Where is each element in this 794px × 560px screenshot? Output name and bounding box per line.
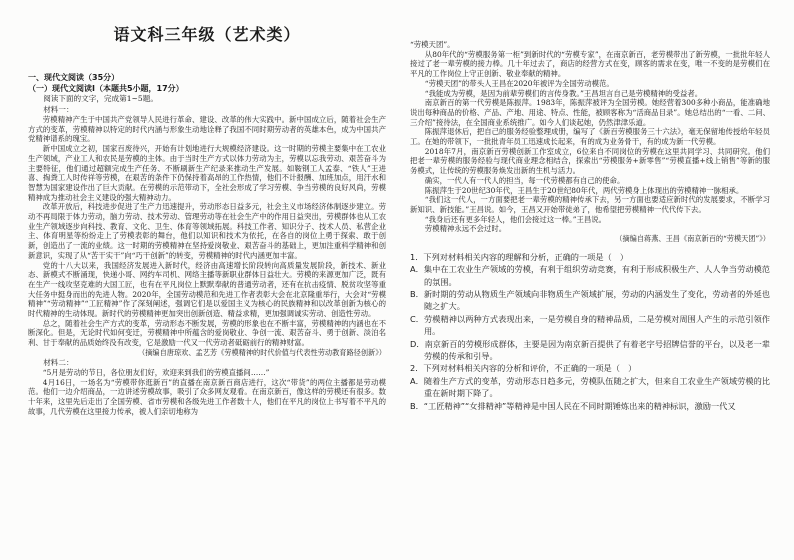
material2-source: （摘编自蒋燕、王昌《南京新百的“劳模天团”》）	[615, 234, 770, 244]
material2-paragraph: 陈振萍退休后，把自己的服务经验整理成册，编写了《新百劳模服务三十六法》，毫无保留地传授给年轻员工。在她的带领下，一批批青年员工迅速成长起来，有的成为业务骨干，有的成为新一代劳模。	[410, 127, 770, 147]
left-column	[28, 72, 386, 417]
page-title: 语文科三年级（艺术类）	[113, 25, 301, 44]
material2-paragraph: 劳模精神永远不会过时。	[424, 224, 507, 234]
reading-instruction: 阅读下面的文字，完成第1~5题。	[43, 94, 158, 103]
question-option: B．新时期的劳动从物质生产领域向非物质生产领域扩展，劳动的内涵发生了变化，劳动者的外延也随之扩大。	[410, 288, 770, 312]
question-stem: 2．下列对材料相关内容的分析和评价，不正确的一项是（ ）	[410, 363, 637, 374]
material2-paragraph: “劳模天团”。	[410, 40, 455, 49]
question-option: B．“工匠精神”“女排精神”等精神是中国人民在不同时期锤炼出来的精神标识，激励一代又	[410, 400, 736, 411]
question-option: D．南京新百的劳模形成群体，主要是因为南京新百提供了有着老字号招牌信誉的平台，以及老一辈劳模的传承和引导。	[410, 338, 770, 362]
material2-paragraph: “我能成为劳模，是因为前辈劳模们的言传身教。”王昌坦言自己是劳模精神的受益者。	[424, 88, 703, 98]
section-heading: 一、现代文阅读（35分）	[28, 73, 120, 82]
material1-paragraph: 改革开放后，科技进步促进了生产力迅速提升，劳动形态日益多元，社会主义市场经济体制逐步建立。劳动不再局限于体力劳动，脑力劳动、技术劳动、管理劳动等在社会生产中的作用日益突出，劳模群体也从工农业生产领域逐步向科技、教育、文化、卫生、体育等领域拓展。科技工作者、知识分子、技术人员、私营企业主、体育明星等纷纷走上了劳模表彰的舞台，他们以知识和技术为依托，在各自的岗位上勇于探索、敢于创新，创造出了一流的业绩。这一时期的劳模精神在坚持爱岗敬业、艰苦奋斗的基础上，更加注重科学精神和创新意识，实现了从“苦干实干”向“巧干创新”的转变，劳模精神的时代内涵更加丰富。	[28, 202, 386, 260]
section-subheading: （一）现代文阅读Ⅰ（本题共5小题，17分）	[28, 84, 184, 93]
question-option: C．劳模精神以两种方式表现出来，一是劳模自身的精神品质，二是劳模对周围人产生的示范引领作用。	[410, 313, 770, 337]
material2-paragraph: 从80年代的“劳模服务第一柜”到新时代的“劳模专家”，在南京新百，老劳模带出了新劳模，一批批年轻人接过了老一辈劳模的接力棒。几十年过去了，商店的经营方式在变，顾客的需求在变，唯一不变的是劳模们在平凡的工作岗位上守正创新、敬业奉献的精神。	[410, 49, 770, 79]
right-column	[410, 40, 770, 412]
material2-paragraph: “5月是劳动的节日，各位朋友们好，欢迎来到我们的劳模直播间……”	[42, 368, 270, 378]
material2-paragraph: “我身后还有更多年轻人，他们会接过这一棒。”王昌说。	[424, 214, 607, 224]
material2-paragraph: “劳模天团”的带头人王昌在2020年被评为全国劳动模范。	[424, 78, 614, 88]
material1-paragraph: 劳模精神产生于中国共产党领导人民进行革命、建设、改革的伟大实践中。新中国成立后，随着社会生产方式的变革，劳模精神以特定的时代内涵与形象生动地诠释了我国不同时期劳动者的英雄本色，成为中国共产党精神谱系的瑰宝。	[28, 115, 386, 144]
material1-paragraph: 党的十八大以来，我国经济发展进入新时代，经济由高速增长阶段转向高质量发展阶段，新技术、新业态、新模式不断涌现，快递小哥、网约车司机、网络主播等新职业群体日益壮大。劳模的来源更加广泛，既有在生产一线攻坚克难的大国工匠，也有在平凡岗位上默默奉献的普通劳动者，还有在抗击疫情、脱贫攻坚等重大任务中挺身而出的先进人物。2020年，全国劳动模范和先进工作者表彰大会在北京隆重举行，大会对“劳模精神”“劳动精神”“工匠精神”作了深刻阐述，强调它们是以爱国主义为核心的民族精神和以改革创新为核心的时代精神的生动体现。新时代的劳模精神更加突出创新创造、精益求精，更加强调诚实劳动、创造性劳动。	[28, 260, 386, 319]
questions	[410, 251, 770, 412]
material2-paragraph: 4月16日，一场名为“劳模带你逛新百”的直播在南京新百商店进行，这次“带货”的两位主播都是劳动模范。他们一边介绍商品，一边讲述劳模故事，吸引了众多网友观看。在南京新百，像这样的劳模还有很多。数十年来，这里先后走出了全国劳模、省市劳模和各级先进工作者数十人，他们在平凡的岗位上书写着不平凡的故事，几代劳模在这里接力传承，被人们亲切地称为	[28, 377, 386, 416]
material2-paragraph: 2018年7月，南京新百劳模创新工作室成立，6位来自不同岗位的劳模在这里共同学习、共同研究。他们把老一辈劳模的服务经验与现代商业理念相结合，探索出“劳模服务+新零售”“劳模直播+线上销售”等新的服务模式，让传统的劳模服务焕发出新的生机与活力。	[410, 146, 770, 176]
material1-source: （摘编自唐琼欢、孟艺芳《劳模精神的时代价值与代表性劳动教育路径创新》）	[138, 347, 386, 357]
question-option: A．集中在工农业生产领域的劳模，有利于组织劳动竞赛，有利于形成积极生产、人人争当劳动模范的氛围。	[410, 264, 770, 287]
material1-paragraph: 新中国成立之初，国家百废待兴，开始有计划地进行大规模经济建设。这一时期的劳模主要集中在工农业生产领域，产业工人和农民是劳模的主体。由于当时生产方式以体力劳动为主，劳模以忘我劳动、艰苦奋斗为主要特征，他们通过超额完成生产任务、不断刷新生产纪录来推动生产发展。如鞍钢工人孟泰、“铁人”王进喜、掏粪工人时传祥等劳模，在艰苦的条件下仍保持着高昂的工作热情，他们不计报酬、加班加点，用汗水和智慧为国家建设作出了巨大贡献。在劳模的示范带动下，全社会形成了学习劳模、争当劳模的良好风尚，劳模精神成为推动社会主义建设的强大精神动力。	[28, 144, 386, 202]
material1-paragraph: 总之，随着社会生产方式的变革，劳动形态不断发展，劳模的形象也在不断丰富，劳模精神的内涵也在不断深化。但是，无论时代如何变迁，劳模精神中所蕴含的爱岗敬业、争创一流、艰苦奋斗、勇于创新、淡泊名利、甘于奉献的品质始终没有改变，它是激励一代又一代劳动者砥砺前行的精神财富。	[28, 318, 386, 348]
material2-paragraph: 陈振萍生于20世纪30年代，王昌生于20世纪80年代，两代劳模身上体现出的劳模精神一脉相承。	[424, 185, 744, 195]
material2-label: 材料二：	[43, 357, 74, 367]
question-stem: 1．下列对材料相关内容的理解和分析，正确的一项是（ ）	[410, 251, 629, 262]
material1-label: 材料一：	[43, 104, 74, 114]
material2-paragraph: “我们这一代人，一方面要把老一辈劳模的精神传承下去，另一方面也要适应新时代的发展要求，不断学习新知识、新技能。”王昌说。如今，王昌又开始带徒弟了，他希望把劳模精神一代代传下去。	[410, 195, 770, 214]
question-option: A．随着生产方式的变革，劳动形态日趋多元，劳模队伍随之扩大，但来自工农业生产领域劳模的比重在新时期下降了。	[410, 375, 770, 399]
material2-paragraph: 南京新百的第一代劳模是陈振萍。1983年，陈振萍被评为全国劳模。她经营着300多种小商品，能准确地说出每种商品的价格、产品、产地、用途、特点、性能，被顾客称为“活商品目录”。她总结出的“一看、二问、三介绍”接待法，在全国商业系统推广。如今人们谈起她，仍然津津乐道。	[410, 98, 770, 127]
material2-paragraph: 确实，一代人有一代人的担当，每一代劳模都有自己的使命。	[424, 175, 625, 185]
